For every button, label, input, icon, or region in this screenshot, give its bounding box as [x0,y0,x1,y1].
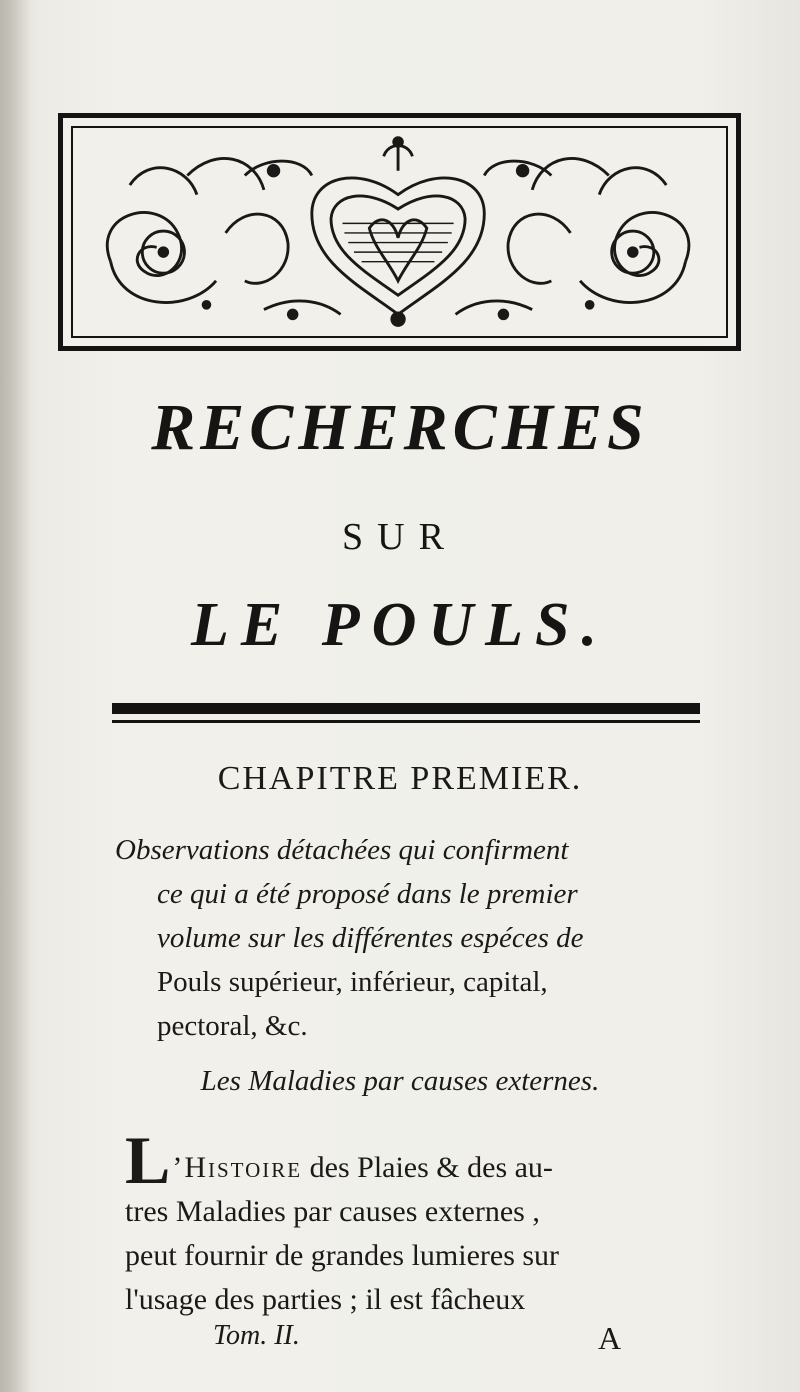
summary-line: volume sur les différentes espéces de [157,922,584,954]
summary-line: ce qui a été proposé dans le premier [157,878,578,910]
chapter-heading: CHAPITRE PREMIER. [217,760,583,797]
section-subheading: Les Maladies par causes externes. [200,1065,600,1097]
title-sur: SUR [342,516,458,558]
volume-label: Tom. II. [213,1320,300,1351]
body-line: l'usage des parties ; il est fâcheux [125,1283,526,1316]
body-line: peut fournir de grandes lumieres sur [125,1239,560,1272]
page-gutter-shadow [0,0,30,1392]
chapter-summary [115,828,715,1048]
summary-line: Pouls supérieur, inférieur, capital, [157,966,548,998]
body-first-line [125,1122,725,1198]
divider-thick [112,703,700,714]
floral-ornament-icon [63,118,736,346]
title-le-pouls: LE POULS. [191,591,609,659]
signature-mark: A [598,1320,622,1356]
divider-thin [112,720,700,723]
body-first-line-rest: des Plaies & des au- [302,1151,553,1184]
title-recherches: RECHERCHES [151,391,649,464]
summary-line: pectoral, &c. [157,1010,308,1042]
page-footer [0,1320,800,1360]
body-paragraph [125,1122,725,1322]
drop-cap: L [125,1122,171,1198]
summary-line: Observations détachées qui confirment [115,834,569,866]
body-line: tres Maladies par causes externes , [125,1195,540,1228]
ornamental-headpiece [58,113,741,351]
body-smallcaps: ’Histoire [172,1151,303,1184]
